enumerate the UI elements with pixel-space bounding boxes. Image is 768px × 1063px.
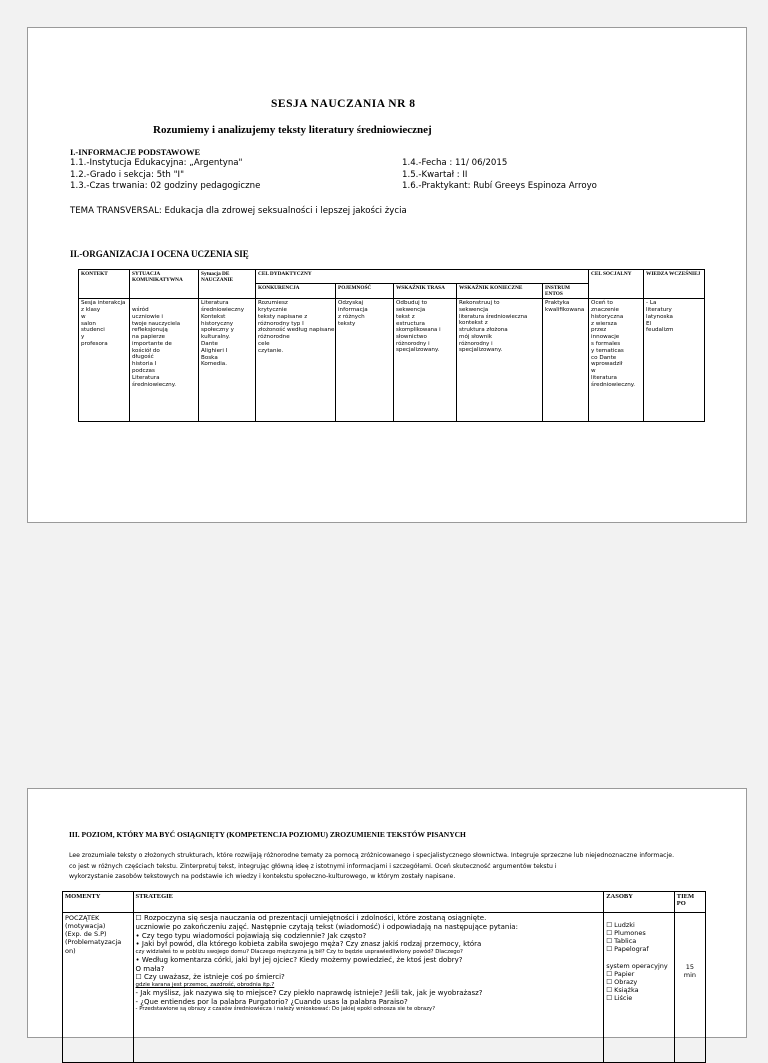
cell-competence: Rozumiesz krytycznie teksty napisane z różnorodny typ I złożoność według napisane. różnorodne cele czytanie.: [256, 299, 336, 422]
strategies-table: [62, 891, 706, 1063]
header-resources: ZASOBY: [604, 892, 675, 913]
session-title: SESJA NAUCZANIA NR 8: [271, 98, 416, 110]
info-line-institution: 1.1.-Instytucja Edukacyjna: „Argentyna": [70, 158, 243, 168]
header-communicative-situation: SYTUACJA KOMUNIKATYWNA: [130, 270, 199, 299]
header-didactic-goal: CEL DYDAKTYCZNY: [256, 270, 589, 284]
section-organization-heading: II.-ORGANIZACJA I OCENA UCZENIA SIĘ: [70, 249, 249, 259]
info-line-duration: 1.3.-Czas trwania: 02 godziny pedagogiczne: [70, 181, 261, 191]
document-page-1: [27, 27, 747, 523]
cell-moments: POCZĄTEK (motywacja) (Exp. de S.P) (Problematyzacja on): [63, 913, 134, 1063]
competence-paragraph: Lee zrozumiale teksty o złożonych strukturach, które rozwijają różnorodne tematy za pomocą zróżnicowanego i specjalistycznego słownictwa. Integruje sprzeczne lub niejednoznaczne informacje. co jest w różnych częściach tekstu. Zinterpretuj tekst, integrując główną ideę z istotnymi informacjami i szczegółami. Oceń skuteczność argumentów tekstu i wykorzystanie zasobów tekstowych na podstawie ich wiedzy i kontekstu społeczno-kulturowego, w którym zostały napisane.: [69, 852, 675, 880]
header-time: TIEM PO: [674, 892, 705, 913]
competence-level-heading: III. POZIOM, KTÓRY MA BYĆ OSIĄGNIĘTY (KOMPETENCJA POZIOMU) ZROZUMIENIE TEKSTÓW PISANYCH: [69, 830, 466, 839]
header-teaching-situation: Sytuacja DE NAUCZANIE: [199, 270, 256, 299]
section-basic-info-heading: I.-INFORMACJE PODSTAWOWE: [70, 147, 201, 157]
header-prior-knowledge: WIEDZA WCZEŚNIEJ: [644, 270, 705, 299]
cell-indicator-final: Rekonstruuj to sekwencja literatura średniowieczna kontekst z struktura złożona mój słownik różnorodny i specjalizowany.: [457, 299, 543, 422]
cell-social-goal: Oceń to znaczenie historyczna z wiersza przez innowacje s formales y tematicas co Dante wprowadził w literatura średniowieczny.: [589, 299, 644, 422]
info-right-list: [402, 158, 597, 193]
cell-resources: ☐ Ludzki ☐ Plumones ☐ Tablica ☐ Papelograf system operacyjny ☐ Papier ☐ Obrazy ☐ Książka ☐ Liście: [604, 913, 675, 1063]
cell-communicative-situation: wśród uczniowie i twoje nauczyciela refleksjonują na papierze importante de kościół do długość historia I podczas Literatura średniowieczny.: [130, 299, 199, 422]
info-line-grade: 1.2.-Grado i sekcja: 5th "I": [70, 169, 185, 180]
cell-time: 15 min: [674, 913, 705, 1063]
header-moments: MOMENTY: [63, 892, 134, 913]
table-row: [63, 913, 706, 1063]
transversal-theme: TEMA TRANSVERSAL: Edukacja dla zdrowej seksualności i lepszej jakości życia: [70, 206, 407, 216]
header-strategies: STRATEGIE: [133, 892, 604, 913]
cell-indicator-path: Odbuduj to sekwencja tekst z estructura skomplikowana i słownictwo różnorodny i specjalizowany.: [394, 299, 457, 422]
header-indicator-path: WSKAŹNIK TRASA: [394, 284, 457, 299]
info-line-trainee: 1.6.-Praktykant: Rubí Greeys Espinoza Arroyo: [402, 181, 597, 191]
header-competence: KONKURENCJA: [256, 284, 336, 299]
header-instruments: INSTRUM ENTOS: [543, 284, 589, 299]
header-indicator-final: WSKAŹNIK KONIECZNE: [457, 284, 543, 299]
header-social-goal: CEL SOCJALNY: [589, 270, 644, 299]
header-capacity: POJEMNOŚĆ: [336, 284, 394, 299]
session-subtitle: Rozumiemy i analizujemy teksty literatury średniowiecznej: [153, 124, 432, 136]
cell-prior-knowledge: - La literatury latynoska El feudalizm: [644, 299, 705, 422]
info-left-list: [70, 158, 260, 193]
cell-kontext: Sesja interakcja z klasy w salon studenci y profesora: [79, 299, 130, 422]
organization-table: [78, 269, 705, 422]
cell-capacity: Odzyskaj informacja z różnych teksty: [336, 299, 394, 422]
cell-strategies: ☐ Rozpoczyna się sesja nauczania od prezentacji umiejętności i zdolności, które zostaną osiągnięte. uczniowie po zakończeniu zajęć. Następnie czytają tekst (wiadomość) i odpowiadają na następujące pytania: • Czy tego typu wiadomości pojawiają się codziennie? Jak często? • Jaki był powód, dla którego kobieta zabiła swojego męża? Czy znasz jakiś rodzaj przemocy, która czy widziałeś to w pobliżu swojego domu? Dlaczego mężczyzna ją bił? Czy to będzie usprawiedliwiony powód? Dlaczego? • Według komentarza córki, jaki był jej ojciec? Kiedy możemy powiedzieć, że ktoś jest dobry? O mała? ☐ Czy uważasz, że istnieje coś po śmierci? gdzie karana jest przemoc, zazdrość, obrodnia itp.? - Jak myślisz, jak nazywa się to miejsce? Czy piekło naprawdę istnieje? Jeśli tak, jak je wyobrażasz? - ¿Que entiendes por la palabra Purgatorio? ¿Cuando usas la palabra Paraiso? - Przedstawione są obrazy z czasów średniowiecza i należy wnioskować: Do jakiej epoki odnosza sie te obrazy?: [133, 913, 604, 1063]
cell-instruments: Praktyka kwalifikowana: [543, 299, 589, 422]
table-row: [79, 299, 705, 422]
cell-teaching-situation: Literatura średniowieczny Kontekst historyczny społeczny y kulturalny. Dante Alighieri I Boska Komedia.: [199, 299, 256, 422]
info-line-quarter: 1.5.-Kwartał : II: [402, 169, 468, 180]
info-line-date: 1.4.-Fecha : 11/ 06/2015: [402, 158, 508, 168]
header-kontext: KONTEKT: [79, 270, 130, 299]
